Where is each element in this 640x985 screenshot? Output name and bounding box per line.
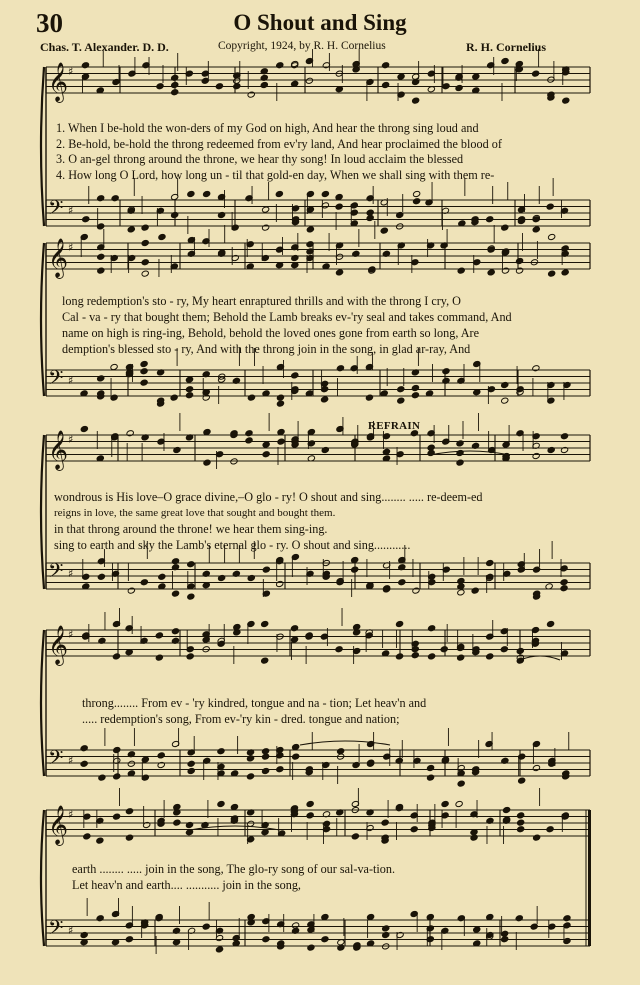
note-head	[382, 931, 390, 938]
copyright-notice: Copyright, 1924, by R. H. Cornelius	[218, 40, 386, 52]
note-head	[171, 628, 179, 635]
note-head	[486, 559, 494, 566]
note-head	[518, 777, 526, 784]
bass-clef-icon: 𝄢	[48, 746, 64, 774]
note-head	[382, 925, 390, 932]
treble-clef-icon: 𝄞	[48, 238, 69, 278]
treble-clef-icon: 𝄞	[48, 430, 69, 470]
hymn-number: 30	[36, 8, 63, 38]
system-brace	[41, 810, 44, 946]
note-head	[245, 430, 253, 437]
note-head	[185, 376, 193, 383]
note-head	[562, 97, 570, 104]
note-head	[261, 657, 269, 664]
note-head	[156, 83, 164, 90]
note-head	[292, 743, 300, 750]
note-head	[230, 803, 238, 810]
note-head	[171, 590, 179, 597]
note-head	[351, 566, 359, 573]
note-head	[516, 257, 524, 264]
note-head	[412, 97, 420, 104]
note-head	[442, 368, 450, 375]
note-head	[125, 834, 133, 841]
note-head	[473, 926, 481, 933]
note-head	[398, 579, 406, 586]
sharp-icon: ♯	[68, 241, 74, 254]
note-head	[412, 587, 420, 594]
note-head	[306, 800, 314, 807]
bass-clef-icon: 𝄢	[48, 559, 64, 587]
note-head	[187, 767, 195, 774]
note-head	[560, 585, 568, 592]
note-head	[262, 206, 270, 213]
note-head	[276, 766, 284, 773]
note-head	[563, 915, 571, 922]
note-head	[352, 761, 360, 768]
sharp-icon: ♯	[68, 65, 74, 78]
note-head	[335, 269, 343, 276]
note-head	[501, 57, 509, 64]
note-head	[548, 270, 556, 277]
note-head	[501, 224, 509, 231]
note-head	[335, 646, 343, 653]
note-head	[261, 620, 269, 627]
note-head	[486, 216, 494, 223]
note-head	[140, 360, 148, 367]
note-head	[382, 81, 390, 88]
lyric-line: Let heav'n and earth.... ........... join in the song,	[72, 878, 301, 892]
note-head	[247, 394, 255, 401]
note-head	[427, 774, 435, 781]
note-head	[140, 368, 148, 375]
note-head	[532, 226, 540, 233]
lyric-line: demption's blessed sto - ry, And with the throng join in the song, in glad ar-ray, And	[62, 342, 471, 356]
note-head	[215, 83, 223, 90]
note-head	[171, 211, 179, 218]
note-head	[321, 396, 329, 403]
composer-credit: R. H. Cornelius	[466, 40, 547, 54]
treble-clef-icon: 𝄞	[48, 625, 69, 665]
note-head	[321, 446, 329, 453]
note-head	[262, 767, 270, 774]
lyric-line: in that throng around the throne! we hear them sing-ing.	[54, 522, 328, 536]
note-head	[517, 819, 525, 826]
note-head	[291, 254, 299, 261]
note-head	[141, 270, 149, 277]
note-head	[125, 808, 133, 815]
note-head	[532, 452, 540, 459]
note-head	[187, 760, 195, 767]
note-head	[410, 826, 418, 833]
note-head	[171, 81, 179, 88]
note-head	[516, 267, 524, 274]
note-head	[247, 574, 255, 581]
note-head	[380, 227, 388, 234]
note-head	[277, 438, 285, 445]
note-head	[517, 826, 525, 833]
note-head	[455, 800, 463, 807]
note-head	[173, 446, 181, 453]
note-head	[411, 384, 419, 391]
note-head	[396, 620, 404, 627]
note-head	[397, 73, 405, 80]
note-head	[413, 198, 421, 205]
lyric-line: throng........ From ev - 'ry kindred, tongue and na - tion; Let heav'n and	[82, 696, 427, 710]
note-head	[413, 190, 421, 197]
lyric-line: 2. Be-hold, be-hold the throng redeemed from ev'ry land, And hear proclaimed the blood of	[56, 137, 502, 151]
sharp-icon: ♯	[68, 808, 74, 821]
note-head	[127, 226, 135, 233]
note-head	[111, 195, 119, 202]
note-head	[155, 632, 163, 639]
note-head	[276, 580, 284, 587]
note-head	[113, 773, 121, 780]
note-head	[112, 653, 120, 660]
lyric-line: name on high is ring-ing, Behold, behold the loved ones gone from earth so long, Are	[62, 326, 480, 340]
note-head	[516, 647, 524, 654]
sharp-icon: ♯	[68, 433, 74, 446]
note-head	[173, 819, 181, 826]
note-head	[217, 748, 225, 755]
note-head	[501, 397, 509, 404]
note-head	[276, 394, 284, 401]
note-head	[262, 936, 270, 943]
note-head	[276, 62, 284, 69]
sharp-icon: ♯	[68, 204, 74, 217]
note-head	[98, 774, 106, 781]
note-head	[548, 233, 556, 240]
system-brace	[41, 435, 44, 589]
note-head	[487, 269, 495, 276]
note-head	[366, 209, 374, 216]
note-head	[215, 946, 223, 953]
note-head	[547, 620, 555, 627]
lyric-line: wondrous is His love–O grace divine,–O glo - ry! O shout and sing........ ..... re-deem-ed	[54, 490, 483, 504]
lyric-line: ..... redemption's song, From ev-'ry kin - dred. tongue and nation;	[82, 712, 400, 726]
note-head	[187, 561, 195, 568]
note-head	[411, 652, 419, 659]
lyric-line: 1. When I be-hold the won-ders of my God on high, And hear the throng sing loud and	[56, 121, 479, 135]
note-head	[275, 190, 283, 197]
note-head	[547, 446, 555, 453]
note-head	[127, 760, 135, 767]
lyricist-credit: Chas. T. Alexander. D. D.	[40, 40, 169, 54]
note-head	[457, 654, 465, 661]
note-head	[291, 372, 299, 379]
note-head	[141, 239, 149, 246]
note-head	[202, 923, 210, 930]
note-head	[262, 441, 270, 448]
note-head	[456, 440, 464, 447]
system-brace	[41, 243, 44, 396]
note-head	[532, 70, 540, 77]
note-head	[140, 579, 148, 586]
note-head	[217, 211, 225, 218]
note-head	[457, 267, 465, 274]
note-head	[203, 459, 211, 466]
note-head	[262, 566, 270, 573]
note-head	[262, 748, 270, 755]
note-head	[455, 84, 463, 91]
note-head	[245, 437, 253, 444]
note-head	[203, 428, 211, 435]
refrain-label: REFRAIN	[368, 420, 421, 432]
note-head	[113, 746, 121, 753]
bass-clef-icon: 𝄢	[48, 196, 64, 224]
note-head	[292, 922, 300, 929]
note-head	[112, 813, 120, 820]
note-head	[246, 755, 254, 762]
note-head	[306, 226, 314, 233]
note-head	[337, 748, 345, 755]
note-head	[125, 936, 133, 943]
note-head	[262, 224, 270, 231]
lyric-line: Cal - va - ry that bought them; Behold the Lamb breaks ev-'ry seal and takes command, And	[62, 310, 512, 324]
lyric-line: reigns in love, the same great love that sought and bought them.	[54, 507, 336, 519]
lyric-line: earth ........ ..... join in the song, The glo-ry song of our sal-va-tion.	[72, 862, 396, 876]
note-head	[80, 760, 88, 767]
note-head	[486, 913, 494, 920]
note-head	[335, 203, 343, 210]
note-head	[457, 780, 465, 787]
note-head	[321, 913, 329, 920]
note-head	[560, 446, 568, 453]
note-head	[532, 365, 540, 372]
sharp-icon: ♯	[68, 754, 74, 767]
note-head	[336, 365, 344, 372]
bass-clef-icon: 𝄢	[48, 916, 64, 944]
note-head	[305, 77, 313, 84]
note-head	[321, 936, 329, 943]
note-head	[187, 593, 195, 600]
note-head	[97, 195, 105, 202]
lyric-line: long redemption's sto - ry, My heart enraptured thrills and with the throng I cry, O	[62, 294, 461, 308]
note-head	[173, 803, 181, 810]
note-head	[292, 753, 300, 760]
note-head	[351, 833, 359, 840]
note-head	[456, 449, 464, 456]
note-head	[217, 800, 225, 807]
note-head	[382, 62, 390, 69]
note-head	[365, 394, 373, 401]
note-head	[155, 654, 163, 661]
note-head	[247, 913, 255, 920]
note-head	[456, 459, 464, 466]
note-head	[185, 821, 193, 828]
note-head	[411, 392, 419, 399]
sharp-icon: ♯	[68, 374, 74, 387]
note-head	[472, 73, 480, 80]
note-head	[185, 392, 193, 399]
note-head	[157, 752, 165, 759]
note-head	[441, 800, 449, 807]
note-head	[247, 91, 255, 98]
lyric-line: 4. How long O Lord, how long un - til that gold-en day, When we shall sing with them re-	[56, 168, 495, 182]
note-head	[457, 589, 465, 596]
note-head	[532, 764, 540, 771]
note-head	[96, 915, 104, 922]
note-head	[321, 190, 329, 197]
system-brace	[41, 67, 44, 226]
note-head	[80, 425, 88, 432]
slur-mark	[300, 741, 390, 745]
note-head	[381, 819, 389, 826]
note-head	[427, 444, 435, 451]
note-head	[353, 623, 361, 630]
note-head	[277, 428, 285, 435]
note-head	[306, 812, 314, 819]
note-head	[501, 381, 509, 388]
note-head	[396, 211, 404, 218]
note-head	[170, 394, 178, 401]
note-head	[517, 812, 525, 819]
hymn-title: O Shout and Sing	[233, 10, 407, 35]
note-head	[126, 430, 134, 437]
note-head	[546, 826, 554, 833]
note-head	[397, 397, 405, 404]
note-head	[561, 269, 569, 276]
note-head	[260, 81, 268, 88]
note-head	[83, 833, 91, 840]
note-head	[233, 623, 241, 630]
note-head	[426, 913, 434, 920]
treble-clef-icon: 𝄞	[48, 62, 69, 102]
note-head	[533, 566, 541, 573]
note-head	[500, 646, 508, 653]
note-head	[187, 190, 195, 197]
note-head	[246, 773, 254, 780]
note-head	[503, 806, 511, 813]
note-head	[82, 216, 90, 223]
sharp-icon: ♯	[68, 628, 74, 641]
note-head	[80, 745, 88, 752]
note-head	[290, 625, 298, 632]
note-head	[397, 386, 405, 393]
note-head	[171, 558, 179, 565]
note-head	[307, 944, 315, 951]
sharp-icon: ♯	[68, 567, 74, 580]
note-head	[516, 657, 524, 664]
note-head	[97, 267, 105, 274]
note-head	[141, 224, 149, 231]
bass-clef-icon: 𝄢	[48, 366, 64, 394]
slur-mark	[520, 656, 560, 660]
sharp-icon: ♯	[68, 924, 74, 937]
note-head	[396, 653, 404, 660]
note-head	[440, 646, 448, 653]
lyric-line: sing to earth and sky the Lamb's eternal glo - ry. O shout and sing............	[54, 538, 411, 552]
final-bar-line	[588, 810, 591, 946]
note-head	[276, 400, 284, 407]
note-head	[367, 913, 375, 920]
note-head	[471, 587, 479, 594]
note-head	[533, 834, 541, 841]
note-head	[427, 764, 435, 771]
note-head	[96, 837, 104, 844]
note-head	[185, 386, 193, 393]
note-head	[140, 379, 148, 386]
note-head	[486, 653, 494, 660]
note-head	[530, 923, 538, 930]
system-brace	[41, 630, 44, 776]
note-head	[546, 203, 554, 210]
lyric-line: 3. O an-gel throng around the throne, we hear thy song! In loud acclaim the blessed	[56, 152, 464, 166]
note-head	[127, 587, 135, 594]
note-head	[110, 363, 118, 370]
note-head	[351, 556, 359, 563]
note-head	[428, 625, 436, 632]
note-head	[262, 451, 270, 458]
note-head	[81, 62, 89, 69]
note-head	[157, 761, 165, 768]
note-head	[457, 577, 465, 584]
note-head	[158, 573, 166, 580]
note-head	[335, 193, 343, 200]
note-head	[560, 433, 568, 440]
note-head	[515, 915, 523, 922]
note-head	[97, 375, 105, 382]
note-head	[218, 574, 226, 581]
note-head	[428, 653, 436, 660]
note-head	[97, 253, 105, 260]
note-head	[158, 233, 166, 240]
note-head	[186, 653, 194, 660]
note-head	[141, 259, 149, 266]
note-head	[203, 190, 211, 197]
note-head	[97, 573, 105, 580]
note-head	[80, 931, 88, 938]
note-head	[171, 89, 179, 96]
note-head	[560, 579, 568, 586]
treble-clef-icon: 𝄞	[48, 805, 69, 845]
